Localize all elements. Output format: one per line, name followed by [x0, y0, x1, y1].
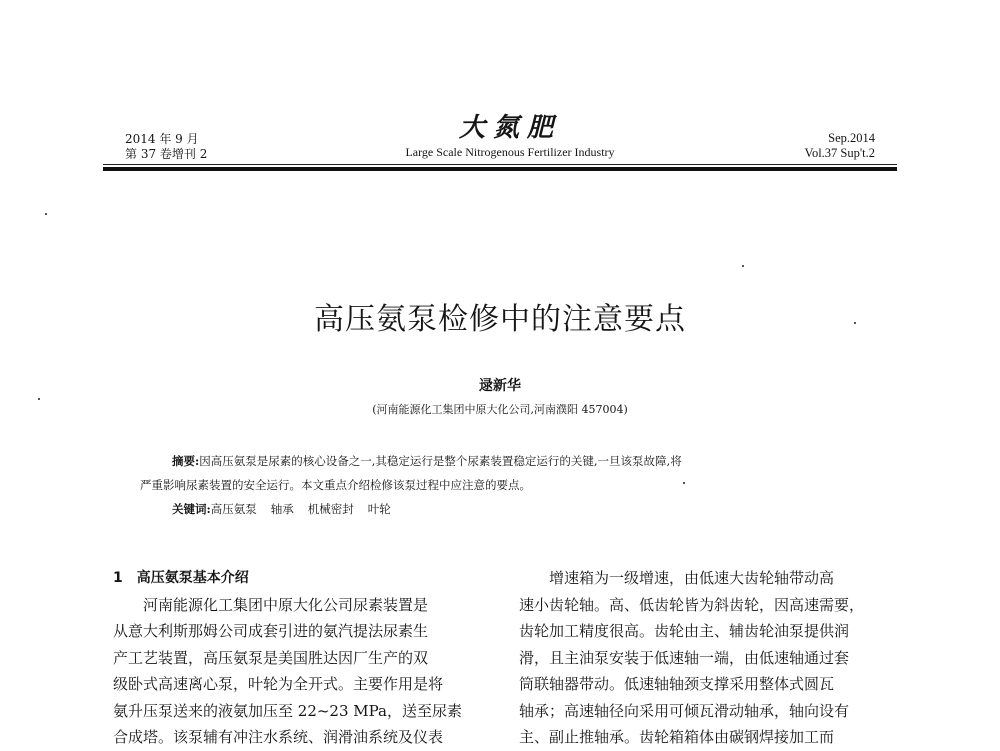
keywords-label: 关键词:: [172, 502, 211, 516]
header-rule-thin: [103, 164, 897, 165]
journal-name-en: Large Scale Nitrogenous Fertilizer Industry: [405, 145, 615, 159]
body-column-right: [519, 565, 895, 751]
keyword: 叶轮: [367, 502, 391, 516]
header-volume-en: Vol.37 Sup't.2: [804, 146, 875, 160]
body-line: 轴承；高速轴径向采用可倾瓦滑动轴承，轴向设有: [519, 701, 850, 720]
header-date-en: Sep.2014: [828, 131, 875, 145]
section-heading: 1 高压氨泵基本介绍: [113, 570, 249, 586]
scan-speck: [38, 398, 40, 400]
header-date-cn: 2014 年 9 月: [125, 132, 199, 146]
scan-speck: [683, 482, 685, 484]
article-affiliation: (河南能源化工集团中原大化公司,河南濮阳 457004): [372, 403, 628, 416]
body-column-left: [113, 565, 489, 751]
header-left: [125, 132, 207, 162]
body-line: 从意大利斯那姆公司成套引进的氨汽提法尿素生: [113, 622, 429, 640]
article-title: 高压氨泵检修中的注意要点: [314, 302, 686, 337]
body-line: 速小齿轮轴。高、低齿轮皆为斜齿轮，因高速需要，: [519, 595, 865, 614]
abstract-label: 摘要:: [172, 454, 200, 468]
body-line: 合成塔。该泵辅有冲注水系统、润滑油系统及仪表: [113, 728, 444, 746]
body-line: 主、副止推轴承。齿轮箱箱体由碳钢焊接加工而: [519, 728, 835, 746]
body-line: 滑，且主油泵安装于低速轴一端，由低速轴通过套: [519, 648, 850, 667]
body-line: 齿轮加工精度很高。齿轮由主、辅齿轮油泵提供润: [519, 622, 850, 640]
journal-logo: 大氮肥: [458, 113, 561, 143]
body-line: 产工艺装置，高压氨泵是美国胜达因厂生产的双: [113, 648, 429, 667]
scan-speck: [854, 322, 856, 324]
body-line: 氨升压泵送来的液氨加压至 22~23 MPa，送至尿素: [113, 701, 463, 720]
abstract-line-1: [140, 449, 860, 473]
header-volume-cn: 第 37 卷增刊 2: [125, 147, 208, 161]
body-line: 级卧式高速离心泵，叶轮为全开式。主要作用是将: [113, 675, 444, 693]
header-right: [805, 131, 875, 161]
keyword: 高压氨泵: [210, 502, 257, 516]
body-line: 筒联轴器带动。低速轴轴颈支撑采用整体式圆瓦: [519, 675, 835, 693]
abstract-text-1: 因高压氨泵是尿素的核心设备之一,其稳定运行是整个尿素装置稳定运行的关键,一旦该泵故障,将: [199, 454, 682, 468]
body-line: 增速箱为一级增速，由低速大齿轮轴带动高: [549, 569, 835, 587]
keyword: 轴承: [270, 502, 294, 516]
abstract-line-2: 严重影响尿素装置的安全运行。本文重点介绍检修该泵过程中应注意的要点。: [140, 478, 531, 492]
scan-speck: [742, 265, 744, 267]
header-rule-thick: [103, 167, 897, 171]
article-author: 逯新华: [479, 378, 521, 394]
body-line: 河南能源化工集团中原大化公司尿素装置是: [143, 595, 429, 614]
keyword: 机械密封: [307, 502, 354, 516]
abstract-block: [140, 449, 860, 521]
keywords-line: [140, 497, 860, 521]
scan-speck: [45, 213, 47, 215]
header-center: [350, 113, 670, 159]
